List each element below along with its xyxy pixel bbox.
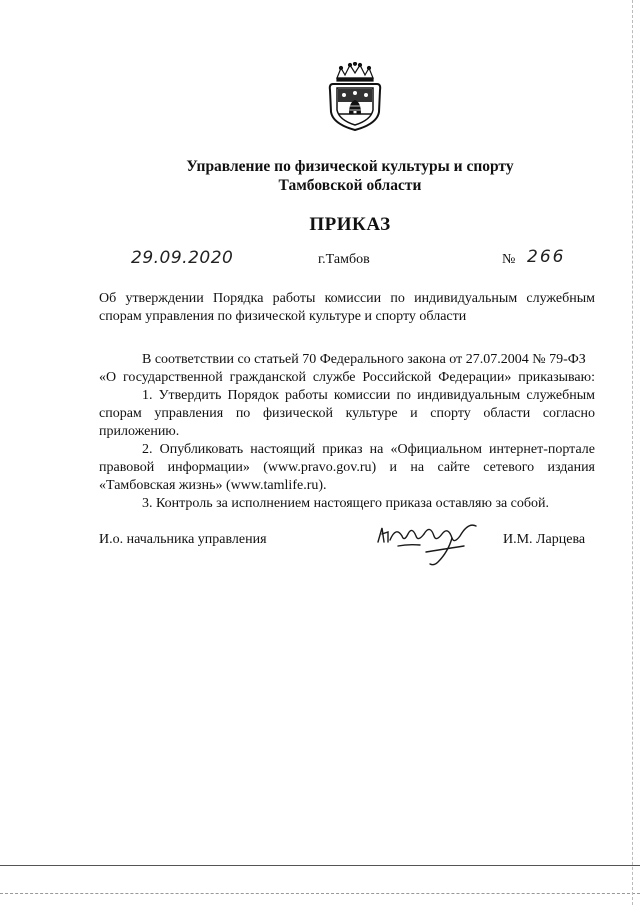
agency-header [150,157,550,195]
signature-mark [368,512,486,574]
body-line: спорам управления по физической культуре и спорту области согласно [99,406,595,421]
city: г.Тамбов [318,252,370,267]
body-line: В соответствии со статьей 70 Федерального закона от 27.07.2004 № 79-ФЗ [142,352,586,367]
coat-of-arms-icon [325,62,385,132]
order-body [99,351,595,513]
body-line: «О государственной гражданской службе Российской Федерации» приказываю: [99,370,595,385]
scan-right-border [632,0,634,905]
body-line: 2. Опубликовать настоящий приказ на «Официальном интернет-портале [142,442,595,457]
agency-name-line: Управление по физической культуры и спорту [186,158,514,175]
agency-region-line: Тамбовской области [278,177,422,194]
signer-position: И.о. начальника управления [99,532,267,547]
body-line: 1. Утвердить Порядок работы комиссии по индивидуальным служебным [142,388,595,403]
subject-line: Об утверждении Порядка работы комиссии по индивидуальным служебным [99,291,595,306]
body-line: приложению. [99,424,180,439]
order-number: 266 [527,247,566,267]
document-type-title: ПРИКАЗ [309,214,391,235]
signer-name: И.М. Ларцева [503,532,586,547]
order-subject [99,290,595,326]
body-line: 3. Контроль за исполнением настоящего приказа оставляю за собой. [142,496,550,511]
scan-edge-line [0,865,640,866]
scan-bottom-border [0,893,640,895]
number-sign: № [502,252,516,267]
body-line: правовой информации» (www.pravo.gov.ru) и на сайте сетевого издания [99,460,595,475]
order-date: 29.09.2020 [131,248,234,268]
body-line: «Тамбовская жизнь» (www.tamlife.ru). [99,478,327,493]
subject-line: спорам управления по физической культуре и спорту области [99,309,467,324]
